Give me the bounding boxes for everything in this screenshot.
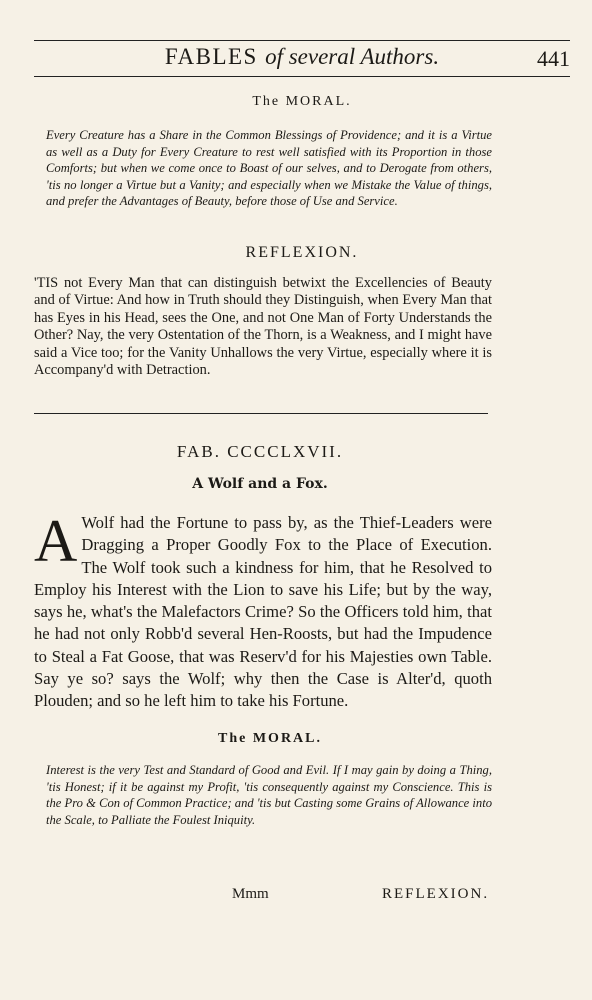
running-title (34, 44, 570, 70)
page-number: 441 (537, 46, 570, 71)
fable-text (34, 508, 492, 713)
moral-text-2: Interest is the very Test and Standard of Good and Evil. If I may gain by doing a Thing, 'tis Honest; if it be against my Profit, 'tis consequently against my Conscience. This is the Pro & Con of Common Practice; and 'tis but Casting some Grains of Allowance into the Scale, to Palliate the Foulest Iniquity. (46, 763, 492, 827)
signature-mark: Mmm (232, 886, 269, 902)
section-rule (34, 413, 488, 414)
drop-cap: A (34, 508, 78, 574)
catchword: REFLEXION. (382, 886, 490, 902)
moral-heading-1: The MORAL. (252, 94, 352, 109)
top-rule (34, 40, 570, 41)
reflexion-text-1: 'TIS not Every Man that can distinguish betwixt the Excellencies of Beauty and of Virtue: And how in Truth should they Distinguish, when Every Man that has Eyes in his Head, sees the One, and not One Man of Forty Understands the Other? Nay, the very Ostentation of the Thorn, is a Weakness, and I might have said a Vice too; for the Vanity Unhallows the very Virtue, especially where it is Accompany'd with Detraction. (34, 275, 492, 379)
moral-heading-2: The MORAL. (218, 731, 322, 746)
reflexion-heading-1: REFLEXION. (245, 244, 359, 261)
running-title-italic: of several Authors. (265, 44, 440, 69)
fable-title: A Wolf and a Fox. (192, 476, 328, 492)
fable-number: FAB. CCCCLXVII. (176, 442, 344, 461)
moral-text-1: Every Creature has a Share in the Common Blessings of Providence; and it is a Virtue as well as a Duty for Every Creature to rest well satisfied with its Proportion in those Comforts; but when we come once to Boast of our selves, and to Derogate from others, 'tis no longer a Virtue but a Vanity; and especially when we Mistake the Value of things, and prefer the Advantages of Beauty, before those of Use and Service. (46, 128, 492, 209)
fable-text-body: Wolf had the Fortune to pass by, as the Thief-Leaders were Dragging a Proper Goodly Fox to the Place of Execution. The Wolf took such a kindness for him, that he Resolved to Employ his Interest with the Lion to save his Life; but by the way, says he, what's the Malefactors Crime? So the Officers told him, that he had not only Robb'd several Hen-Roosts, but had the Impudence to Steal a Fat Goose, that was Reserv'd for his Majesties own Table. Say ye so? says the Wolf; why then the Case is Alter'd, quoth Plouden; and so he left him to take his Fortune. (34, 513, 492, 711)
running-title-main: FABLES (164, 44, 258, 69)
header-rule (34, 76, 570, 77)
